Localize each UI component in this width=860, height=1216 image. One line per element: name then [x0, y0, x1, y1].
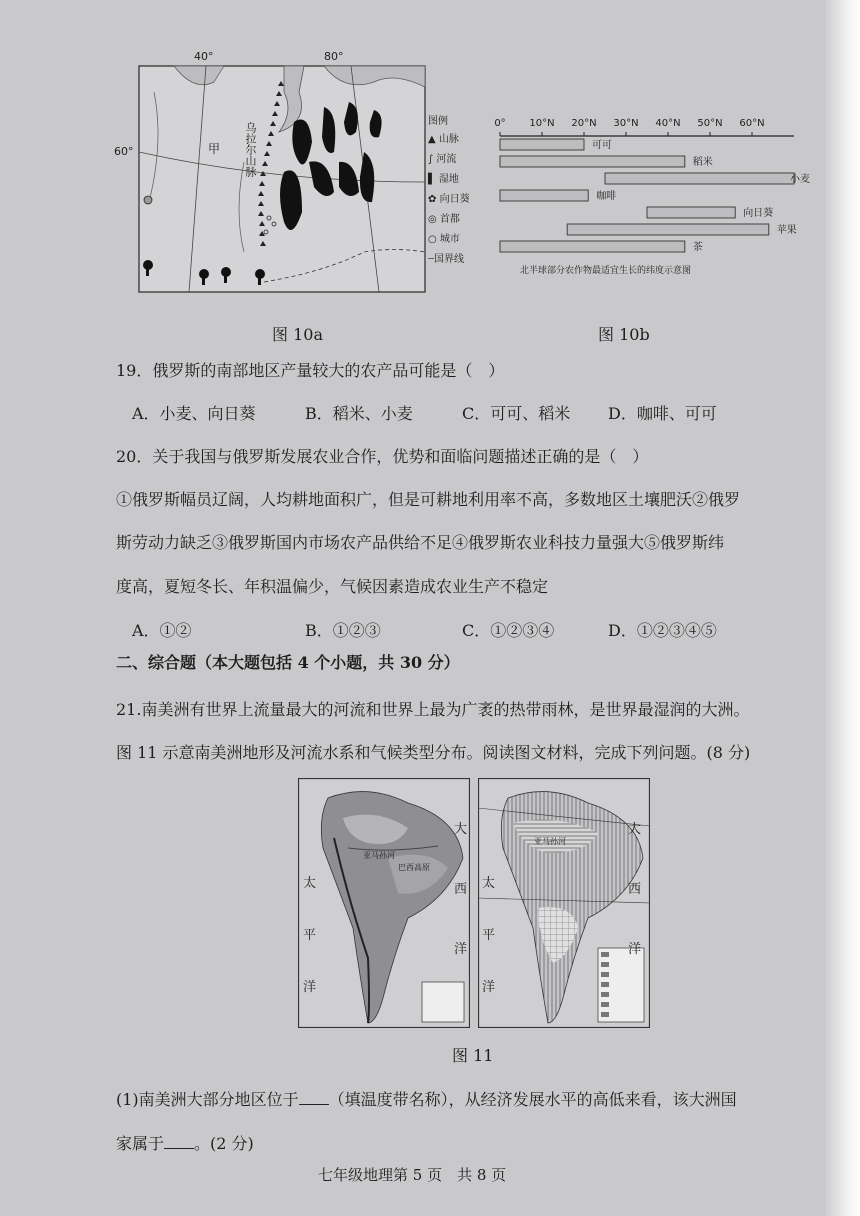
- pacific-r-char-3: 洋: [482, 980, 496, 995]
- legend-river: 河流: [436, 154, 457, 165]
- map-10a-svg: [134, 52, 474, 297]
- legend-sunflower: 向日葵: [439, 194, 470, 205]
- chart-tick-label: 20°N: [571, 118, 597, 129]
- q21-sub1-text-c: 家属于: [116, 1134, 165, 1153]
- q19-option-b[interactable]: B．稻米、小麦: [305, 404, 413, 423]
- chart-bar: [500, 139, 584, 150]
- answer-blank-development-level[interactable]: [164, 1134, 194, 1149]
- ocean-label-atlantic-right: [628, 800, 641, 980]
- chart-tick-label: 40°N: [655, 118, 681, 129]
- q21-sub1-text-b: （填温度带名称），从经济发展水平的高低来看，该大洲国: [328, 1090, 737, 1109]
- wetland-icon: ▌: [428, 174, 436, 185]
- chart-tick-label: 60°N: [739, 118, 765, 129]
- q21-intro-line1: 21.南美洲有世界上流量最大的河流和世界上最为广袤的热带雨林，是世界最湿润的大洲。: [116, 700, 750, 719]
- chart-bar-label: 向日葵: [743, 208, 774, 219]
- pacific-char-3: 洋: [303, 980, 317, 995]
- chart-title: 北半球部分农作物最适宜生长的纬度示意图: [520, 266, 692, 276]
- chart-bar-label: 可可: [592, 140, 612, 151]
- chart-tick-label: 30°N: [613, 118, 639, 129]
- q20-option-d[interactable]: D．①②③④⑤: [608, 621, 717, 640]
- figure-10a-map: [114, 50, 474, 297]
- figure-11-left-map: [298, 778, 470, 1028]
- q19-option-a[interactable]: A．小麦、向日葵: [132, 404, 256, 423]
- crop-latitude-chart: [490, 112, 810, 282]
- q20-statement-line2: 斯劳动力缺乏③俄罗斯国内市场农产品供给不足④俄罗斯农业科技力量强大⑤俄罗斯纬: [116, 533, 725, 552]
- atlantic-r-char-3: 洋: [628, 942, 642, 957]
- chart-bar: [567, 224, 769, 235]
- q21-sub1-line1: [116, 1087, 737, 1110]
- q19-option-c[interactable]: C．可可、稻米: [462, 404, 571, 423]
- climate-map-svg: [478, 778, 650, 1028]
- legend-title: 图例: [428, 116, 448, 127]
- sunflower-icon: ✿: [428, 194, 437, 205]
- q21-sub1-line2: [116, 1131, 254, 1154]
- q20-option-c[interactable]: C．①②③④: [462, 621, 555, 640]
- chart-bar: [500, 156, 685, 167]
- chart-bar: [605, 173, 794, 184]
- label-brazil-plateau: 巴西高原: [398, 863, 430, 872]
- figure-11-right-map: [478, 778, 650, 1028]
- label-amazon-river-1: 亚马孙河: [363, 851, 395, 860]
- lon-label-80: 80°: [324, 50, 344, 63]
- section-2-heading: 二、综合题（本大题包括 4 个小题，共 30 分）: [116, 653, 460, 672]
- atlantic-r-char-2: 西: [628, 882, 642, 897]
- chart-bar-label: 茶: [692, 242, 703, 253]
- city-icon: ○: [428, 234, 437, 245]
- ocean-label-pacific-left: [303, 858, 316, 1014]
- lat-label-60: 60°: [114, 145, 134, 158]
- lon-label-40: 40°: [194, 50, 214, 63]
- river-icon: ∫: [428, 154, 434, 165]
- chart-bar-label: 苹果: [776, 225, 797, 236]
- q21-intro-line2: 图 11 示意南美洲地形及河流水系和气候类型分布。阅读图文材料，完成下列问题。(8 分): [116, 743, 751, 762]
- chart-tick-label: 0°: [494, 118, 506, 129]
- figure-10b-caption: 图 10b: [598, 325, 650, 344]
- atlantic-char-2: 西: [454, 882, 468, 897]
- border-line-icon: ┄: [428, 254, 435, 265]
- legend-city: 城市: [439, 234, 460, 245]
- atlantic-char-3: 洋: [454, 942, 468, 957]
- relief-map-svg: [298, 778, 470, 1028]
- answer-blank-temperature-zone[interactable]: [299, 1090, 329, 1105]
- chart-tick-label: 50°N: [697, 118, 723, 129]
- pacific-r-char-2: 平: [482, 928, 496, 943]
- figure-10b-chart: [490, 112, 810, 282]
- atlantic-r-char-1: 大: [628, 822, 642, 837]
- ocean-label-atlantic-left: [454, 800, 467, 980]
- label-amazon-river-2: 亚马孙河: [534, 837, 566, 846]
- chart-bar-label: 咖啡: [596, 191, 617, 202]
- q19-option-d[interactable]: D．咖啡、可可: [608, 404, 717, 423]
- q21-sub1-text-d: 。(2 分): [194, 1134, 254, 1153]
- region-label-jia: 甲: [208, 142, 221, 156]
- page-footer: 七年级地理第 5 页 共 8 页: [318, 1166, 507, 1184]
- legend-border: 国界线: [434, 254, 465, 265]
- map-legend: [428, 112, 474, 270]
- chart-bar-label: 小麦: [790, 174, 810, 185]
- legend-capital: 首都: [439, 214, 460, 225]
- chart-tick-label: 10°N: [529, 118, 555, 129]
- q20-statement-line1: ①俄罗斯幅员辽阔，人均耕地面积广，但是可耕地利用率不高，多数地区土壤肥沃②俄罗: [116, 490, 741, 509]
- pacific-char-2: 平: [303, 928, 317, 943]
- ocean-label-pacific-right: [482, 858, 495, 1014]
- legend-wetland: 湿地: [438, 174, 459, 185]
- legend-mountain: 山脉: [438, 134, 459, 145]
- page-edge-shadow: [826, 0, 860, 1216]
- chart-bar-label: 稻米: [692, 157, 713, 168]
- question-19-stem: 19．俄罗斯的南部地区产量较大的农产品可能是（ ）: [116, 361, 505, 380]
- question-20-stem: 20．关于我国与俄罗斯发展农业合作，优势和面临问题描述正确的是（ ）: [116, 447, 649, 466]
- chart-bar: [647, 207, 735, 218]
- q20-option-b[interactable]: B．①②③: [305, 621, 381, 640]
- mountain-icon: ▲: [428, 134, 436, 145]
- q20-statement-line3: 度高，夏短冬长、年积温偏少，气候因素造成农业生产不稳定: [116, 577, 549, 596]
- ural-mountain-label: 乌拉尔山脉: [244, 122, 257, 177]
- q20-option-a[interactable]: A．①②: [132, 621, 192, 640]
- atlantic-char-1: 大: [454, 822, 468, 837]
- q21-sub1-text-a: (1)南美洲大部分地区位于: [116, 1090, 299, 1109]
- capital-icon: ◎: [428, 214, 437, 225]
- figure-11-caption: 图 11: [452, 1046, 494, 1065]
- pacific-char-1: 太: [303, 876, 317, 891]
- chart-bar: [500, 190, 588, 201]
- figure-10a-caption: 图 10a: [272, 325, 323, 344]
- pacific-r-char-1: 太: [482, 876, 496, 891]
- chart-bar: [500, 241, 685, 252]
